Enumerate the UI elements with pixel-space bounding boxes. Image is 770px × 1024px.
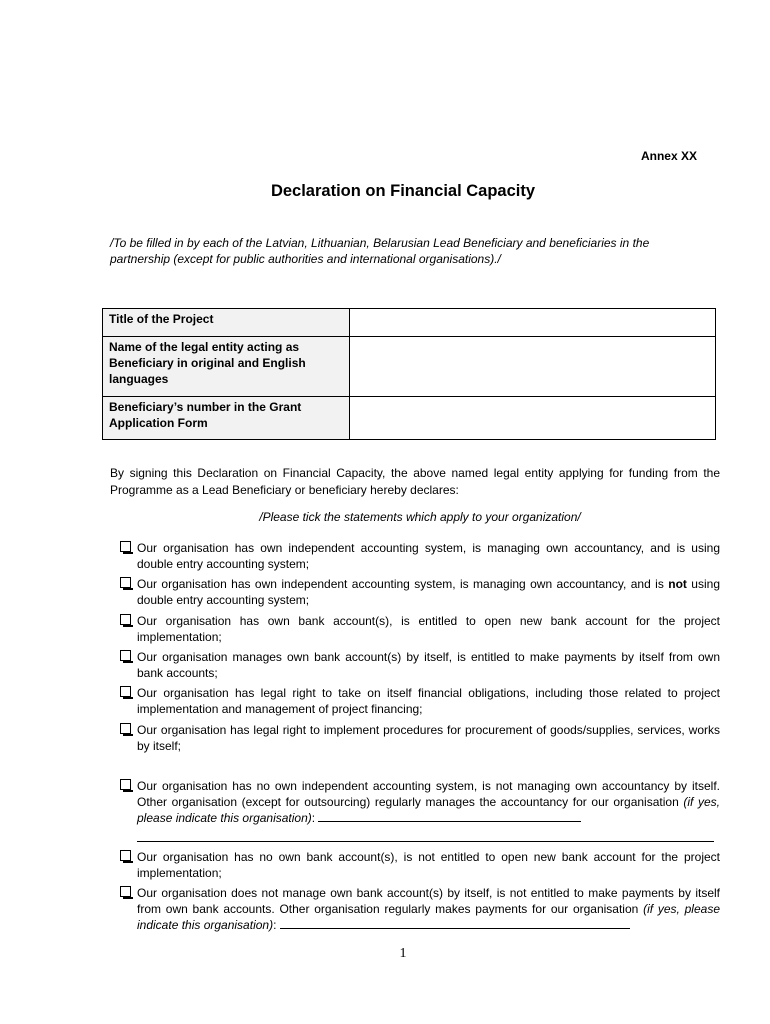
- table-row: [103, 309, 716, 337]
- statement-item: [120, 778, 720, 826]
- organisation-answer-line[interactable]: [318, 810, 581, 822]
- statement-text-part: Our organisation has own independent accounting system, is managing own accountancy, and is: [137, 577, 669, 591]
- beneficiary-number-label: Beneficiary’s number in the Grant Application Form: [103, 397, 350, 440]
- declaration-intro: By signing this Declaration on Financial Capacity, the above named legal entity applying for funding from the Programme as a Lead Beneficiary or beneficiary hereby declares:: [110, 466, 720, 497]
- project-title-field[interactable]: [350, 309, 716, 337]
- project-title-label: Title of the Project: [103, 309, 350, 337]
- checkbox-icon[interactable]: [120, 541, 131, 552]
- statement-text: [120, 885, 720, 933]
- tick-instruction: /Please tick the statements which apply to your organization/: [259, 510, 581, 524]
- checkbox-icon[interactable]: [120, 686, 131, 697]
- instructions-text: /To be filled in by each of the Latvian, Lithuanian, Belarusian Lead Beneficiary and beneficiaries in the partnership (except for public authorities and international organisations)./: [110, 236, 650, 266]
- document-title: Declaration on Financial Capacity: [270, 182, 536, 200]
- statement-text: [120, 778, 720, 826]
- statement-item: [120, 649, 720, 681]
- statement-item: [120, 885, 720, 933]
- statement-emphasis: not: [668, 577, 687, 591]
- statement-hint: (if yes, please indicate this organisation): [137, 902, 720, 932]
- statement-text: Our organisation manages own bank account(s) by itself, is entitled to make payments by itself from own bank accounts;: [137, 650, 720, 680]
- statement-item: [120, 576, 720, 608]
- statement-text-part: Our organisation does not manage own bank account(s) by itself, is not entitled to make payments by itself from own bank accounts. Other organisation regularly makes payments for our organisation: [137, 886, 720, 916]
- page-number: 1: [399, 946, 407, 961]
- statement-text: Our organisation has legal right to take on itself financial obligations, including those related to project implementation and management of project financing;: [137, 686, 720, 716]
- payer-organisation-answer-line[interactable]: [280, 917, 630, 929]
- annex-label: Annex XX: [640, 149, 697, 163]
- statement-item: [120, 613, 720, 645]
- statement-item: [120, 540, 720, 572]
- statement-text-part: :: [273, 918, 277, 932]
- statement-hint: (if yes, please indicate this organisation): [137, 795, 720, 825]
- statement-text-part: :: [311, 811, 316, 825]
- statement-text: Our organisation has own independent accounting system, is managing own accountancy, and is using double entry accounting system;: [137, 541, 720, 571]
- project-info-table: [102, 308, 716, 440]
- beneficiary-number-field[interactable]: [350, 397, 716, 440]
- statement-text-part: using double entry accounting system;: [137, 577, 720, 607]
- table-row: [103, 397, 716, 440]
- statement-text: Our organisation has own bank account(s), is entitled to open new bank account for the project implementation;: [137, 614, 720, 644]
- statement-item: [120, 849, 720, 881]
- checkbox-icon[interactable]: [120, 850, 131, 861]
- checkbox-icon[interactable]: [120, 650, 131, 661]
- statement-item: [120, 722, 720, 754]
- statement-text: Our organisation has legal right to implement procedures for procurement of goods/supplies, services, works by itself;: [137, 723, 720, 753]
- table-row: [103, 337, 716, 397]
- statement-text: Our organisation has no own bank account(s), is not entitled to open new bank account for the project implementation;: [137, 850, 720, 880]
- statement-text-part: Our organisation has no own independent accounting system, is not managing own accountancy by itself. Other organisation (except for outsourcing) regularly manages the accountancy for our organisation: [137, 779, 720, 809]
- statement-text: [120, 576, 720, 608]
- checkbox-icon[interactable]: [120, 779, 131, 790]
- organisation-answer-line-2[interactable]: [137, 841, 714, 842]
- checkbox-icon[interactable]: [120, 614, 131, 625]
- legal-entity-name-label: Name of the legal entity acting as Beneficiary in original and English languages: [103, 337, 350, 397]
- checkbox-icon[interactable]: [120, 886, 131, 897]
- statement-item: [120, 685, 720, 717]
- legal-entity-name-field[interactable]: [350, 337, 716, 397]
- checkbox-icon[interactable]: [120, 723, 131, 734]
- checkbox-icon[interactable]: [120, 577, 131, 588]
